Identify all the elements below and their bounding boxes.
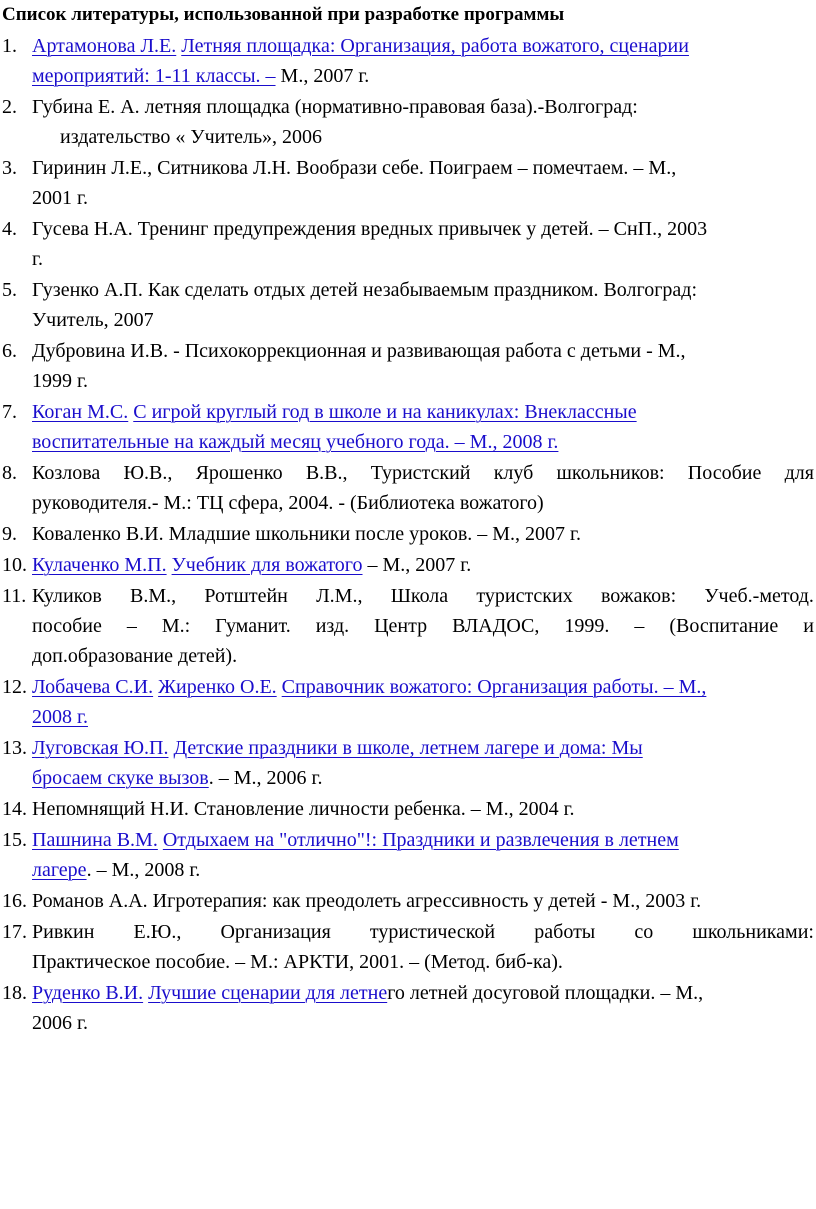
- item-text: г.: [32, 248, 43, 270]
- word: вожаков:: [600, 585, 677, 607]
- author-link[interactable]: Лобачева С.И.: [32, 676, 154, 698]
- list-item: [2, 336, 814, 396]
- word: –: [634, 615, 645, 637]
- page-title: Список литературы, использованной при разработке программы: [2, 4, 565, 25]
- item-number: 16.: [2, 890, 27, 912]
- title-link[interactable]: мероприятий: 1-11 классы. –: [32, 65, 276, 87]
- word: 1999.: [564, 615, 610, 637]
- list-item: [2, 825, 814, 885]
- item-number: 3.: [2, 157, 17, 179]
- item-number: 18.: [2, 982, 27, 1004]
- item-text: Дубровина И.В. - Психокоррекционная и развивающая работа с детьми - М.,: [32, 340, 686, 362]
- list-item: [2, 733, 814, 793]
- word: Пособие: [687, 462, 762, 484]
- item-number: 7.: [2, 401, 17, 423]
- publisher-text: – М., 2007 г.: [362, 554, 472, 576]
- item-number: 4.: [2, 218, 17, 240]
- item-text: доп.образование детей).: [32, 645, 238, 667]
- item-number: 11.: [2, 585, 27, 607]
- title-link[interactable]: лагере: [32, 859, 87, 881]
- word: Гуманит.: [215, 615, 291, 637]
- word: для: [784, 462, 814, 484]
- title-link[interactable]: Летняя площадка: Организация, работа вожатого, сценарии: [181, 35, 689, 57]
- word: Учеб.-метод.: [704, 585, 814, 607]
- list-item: [2, 794, 814, 824]
- title-link[interactable]: С игрой круглый год в школе и на каникулах: Внеклассные: [133, 401, 637, 423]
- word: Ю.В.,: [123, 462, 173, 484]
- word: Организация: [220, 921, 331, 943]
- publisher-text: . – М., 2008 г.: [86, 859, 201, 881]
- item-number: 12.: [2, 676, 27, 698]
- item-text: издательство « Учитель», 2006: [60, 126, 323, 148]
- item-text: 1999 г.: [32, 370, 88, 392]
- title-link[interactable]: Учебник для вожатого: [171, 554, 363, 576]
- item-number: 6.: [2, 340, 17, 362]
- word: школьниками:: [692, 921, 814, 943]
- word: ВЛАДОС,: [452, 615, 540, 637]
- word: Школа: [390, 585, 449, 607]
- title-link[interactable]: 2008 г.: [32, 706, 88, 728]
- author-link[interactable]: Кулаченко М.П.: [32, 554, 167, 576]
- author-link[interactable]: Коган М.С.: [32, 401, 129, 423]
- item-text: Гиринин Л.Е., Ситникова Л.Н. Вообрази себе. Поиграем – помечтаем. – М.,: [32, 157, 677, 179]
- word: школьников:: [556, 462, 665, 484]
- item-number: 1.: [2, 35, 17, 57]
- item-text: руководителя.- М.: ТЦ сфера, 2004. - (Библиотека вожатого): [32, 492, 544, 514]
- word: (Воспитание: [669, 615, 779, 637]
- item-number: 10.: [2, 554, 27, 576]
- word: клуб: [493, 462, 534, 484]
- title-link[interactable]: Детские праздники в школе, летнем лагере и дома: Мы: [173, 737, 643, 759]
- word: и: [803, 615, 814, 637]
- word: Центр: [374, 615, 428, 637]
- item-text: Практическое пособие. – М.: АРКТИ, 2001. – (Метод. биб-ка).: [32, 951, 563, 973]
- list-item: [2, 275, 814, 335]
- list-item: [2, 31, 814, 91]
- item-text: 2006 г.: [32, 1012, 88, 1034]
- list-item: [2, 214, 814, 274]
- list-item: [2, 92, 814, 152]
- word: В.М.,: [130, 585, 177, 607]
- item-text: Романов А.А. Игротерапия: как преодолеть агрессивность у детей - М., 2003 г.: [32, 890, 702, 912]
- item-text: 2001 г.: [32, 187, 88, 209]
- title-link[interactable]: Отдыхаем на "отлично"!: Праздники и развлечения в летнем: [162, 829, 679, 851]
- word: Л.М.,: [316, 585, 363, 607]
- list-item: [2, 886, 814, 916]
- word: Ротштейн: [204, 585, 288, 607]
- author-link[interactable]: Жиренко О.Е.: [158, 676, 277, 698]
- item-text: Непомнящий Н.И. Становление личности ребенка. – М., 2004 г.: [32, 798, 575, 820]
- item-text: Коваленко В.И. Младшие школьники после уроков. – М., 2007 г.: [32, 523, 581, 545]
- item-number: 8.: [2, 462, 17, 484]
- item-text: Учитель, 2007: [32, 309, 154, 331]
- list-item: [2, 581, 814, 671]
- item-number: 2.: [2, 96, 17, 118]
- word: со: [634, 921, 654, 943]
- word: Ривкин: [32, 921, 95, 943]
- list-item: [2, 672, 814, 732]
- author-link[interactable]: Пашнина В.М.: [32, 829, 158, 851]
- author-link[interactable]: Артамонова Л.Е.: [32, 35, 177, 57]
- list-item: [2, 978, 814, 1038]
- publisher-text: М., 2007 г.: [275, 65, 370, 87]
- list-item: [2, 519, 814, 549]
- word: Козлова: [32, 462, 101, 484]
- list-item: [2, 550, 814, 580]
- word: Е.Ю.,: [133, 921, 182, 943]
- item-text: Гузенко А.П. Как сделать отдых детей незабываемым праздником. Волгоград:: [32, 279, 698, 301]
- author-link[interactable]: Луговская Ю.П.: [32, 737, 169, 759]
- word: изд.: [315, 615, 350, 637]
- item-number: 9.: [2, 523, 17, 545]
- word: туристической: [369, 921, 496, 943]
- item-number: 13.: [2, 737, 27, 759]
- word: пособие: [32, 615, 102, 637]
- title-link[interactable]: Справочник вожатого: Организация работы. – М.,: [281, 676, 707, 698]
- list-item: [2, 917, 814, 977]
- list-item: [2, 397, 814, 457]
- author-link[interactable]: Руденко В.И.: [32, 982, 144, 1004]
- item-text: Губина Е. А. летняя площадка (нормативно-правовая база).-Волгоград:: [32, 96, 638, 118]
- item-number: 15.: [2, 829, 27, 851]
- list-item: [2, 458, 814, 518]
- item-number: 14.: [2, 798, 27, 820]
- word: Ярошенко: [195, 462, 283, 484]
- item-number: 17.: [2, 921, 27, 943]
- title-link[interactable]: Лучшие сценарии для летне: [148, 982, 388, 1004]
- word: Куликов: [32, 585, 102, 607]
- title-link[interactable]: бросаем скуке вызов: [32, 767, 209, 789]
- word: Туристский: [370, 462, 471, 484]
- word: туристских: [476, 585, 573, 607]
- word: М.:: [161, 615, 191, 637]
- item-number: 5.: [2, 279, 17, 301]
- publisher-text: . – М., 2006 г.: [208, 767, 323, 789]
- title-link[interactable]: воспитательные на каждый месяц учебного года. – М., 2008 г.: [32, 431, 559, 453]
- word: В.В.,: [305, 462, 348, 484]
- word: работы: [534, 921, 596, 943]
- word: –: [126, 615, 137, 637]
- item-text: Гусева Н.А. Тренинг предупреждения вредных привычек у детей. – СнП., 2003: [32, 218, 708, 240]
- list-item: [2, 153, 814, 213]
- item-text: го летней досуговой площадки. – М.,: [387, 982, 704, 1004]
